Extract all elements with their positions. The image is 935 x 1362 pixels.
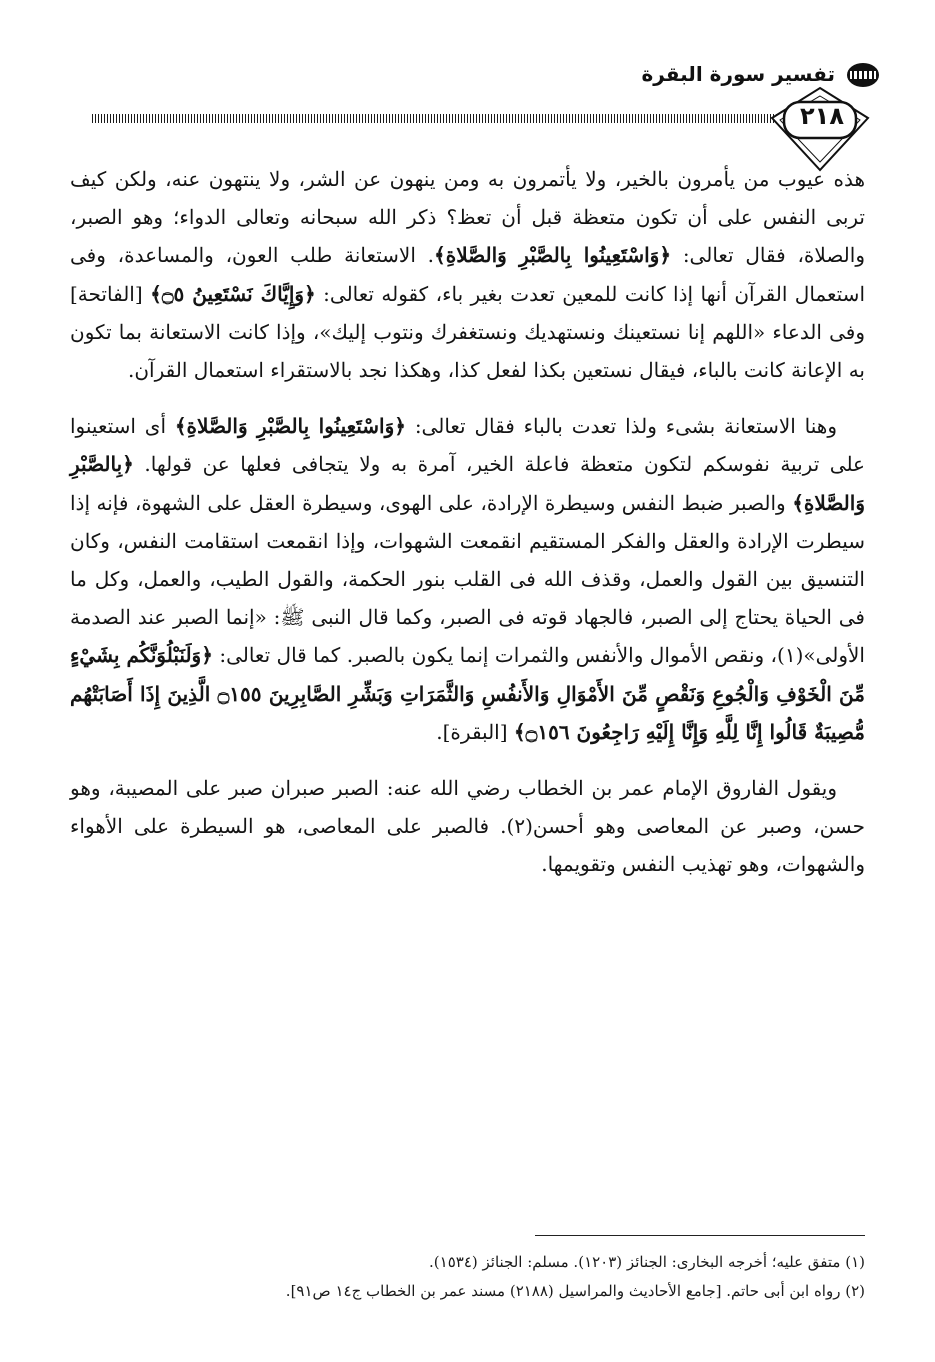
text-run: أى استعينوا على تربية نفوسكم لتكون متعظة فاعلة الخير، آمرة به ولا يتجافى فعلها عن قولها. [70, 414, 865, 477]
text-run: ويقول الفاروق الإمام عمر بن الخطاب رضي الله عنه: الصبر صبران صبر على المصيبة، وهو حسن، وصبر عن المعاصى وهو أحسن(٢). فالصبر على المعاصى، هو السيطرة على الأهواء والشهوات، وهو تهذيب النفس وتقويمها. [70, 776, 865, 877]
header-rule [92, 114, 782, 123]
paragraph-2 [70, 407, 865, 751]
footnote-divider [535, 1235, 865, 1236]
quran-quote: ﴿وَاسْتَعِينُوا بِالصَّبْرِ وَالصَّلاةِ﴾ [434, 243, 672, 268]
footnote-2: (٢) رواه ابن أبى حاتم. [جامع الأحاديث والمراسيل (٢١٨٨) مسند عمر بن الخطاب ج١٤ ص٩١]. [285, 1282, 865, 1300]
quran-quote: ﴿وَإِيَّاكَ نَسْتَعِينُ ۝٥﴾ [150, 281, 316, 306]
page-number: ٢١٨ [800, 102, 844, 130]
body-text [70, 160, 865, 884]
quran-quote: ﴿بِالصَّبْرِ وَالصَّلاةِ﴾ [70, 452, 865, 515]
text-run: . الاستعانة طلب العون، والمساعدة، وفى استعمال القرآن أنها إذا كانت للمعين تعدت بغير باء، كقوله تعالى: [70, 243, 865, 306]
text-run: هذه عيوب من يأمرون بالخير، ولا يأتمرون به ومن ينهون عن الشر، ولا ينتهون عنه، ولكن كيف تربى النفس على أن تكون متعظة قبل أن تعظ؟ ذكر الله سبحانه وتعالى الدواء؛ وهو الصبر، والصلاة، فقال تعالى: [70, 167, 865, 268]
paragraph-1 [70, 160, 865, 389]
quran-quote: ﴿وَلَنَبْلُوَنَّكُم بِشَيْءٍ مِّنَ الْخَوْفِ وَالْجُوعِ وَنَقْصٍ مِّنَ الأَمْوَالِ وَالأَنفُسِ وَالثَّمَرَاتِ وَبَشِّرِ الصَّابِرِينَ ۝١٥٥ الَّذِينَ إِذَا أَصَابَتْهُم مُّصِيبَةٌ قَالُوا إِنَّا لِلَّهِ وَإِنَّا إِلَيْهِ رَاجِعُونَ ۝١٥٦﴾ [70, 643, 865, 744]
text-run: والصبر ضبط النفس وسيطرة الإرادة، على الهوى، وسيطرة العقل على الشهوة، فإنه إذا سيطرت الإرادة والعقل والفكر المستقيم انقمعت الشهوات، وإذا انقمعت استقامت النفس، وكان التنسيق بين القول والعمل، وقذف الله فى القلب بنور الحكمة، والقول الطيب، والعمل، وكل ما فى الحياة يحتاج إلى الصبر، فالجهاد قوته فى الصبر، وكما قال النبى ﷺ: «إنما الصبر عند الصدمة الأولى»(١)، ونقص الأموال والأنفس والثمرات إنما يكون بالصبر. كما قال تعالى: [70, 490, 865, 668]
text-run: [الفاتحة] وفى الدعاء «اللهم إنا نستعينك ونستهديك ونستغفرك ونتوب إليك»، وإذا كانت الاستعانة بما تكون به الإعانة كانت بالباء، فيقال نستعين بكذا لفعل كذا، وهكذا نجد بالاستقراء استعمال القرآن. [70, 281, 865, 383]
footnotes [60, 1248, 865, 1306]
text-run: [البقرة]. [436, 719, 514, 744]
quran-quote: ﴿وَاسْتَعِينُوا بِالصَّبْرِ وَالصَّلاةِ﴾ [174, 414, 406, 439]
running-header-title: تفسير سورة البقرة [641, 62, 835, 86]
paragraph-3 [70, 769, 865, 884]
footnote-1: (١) متفق عليه؛ أخرجه البخارى: الجنائز (١٢٠٣). مسلم: الجنائز (١٥٣٤). [429, 1253, 865, 1271]
text-run: وهنا الاستعانة بشىء ولذا تعدت بالباء فقال تعالى: [405, 414, 837, 439]
